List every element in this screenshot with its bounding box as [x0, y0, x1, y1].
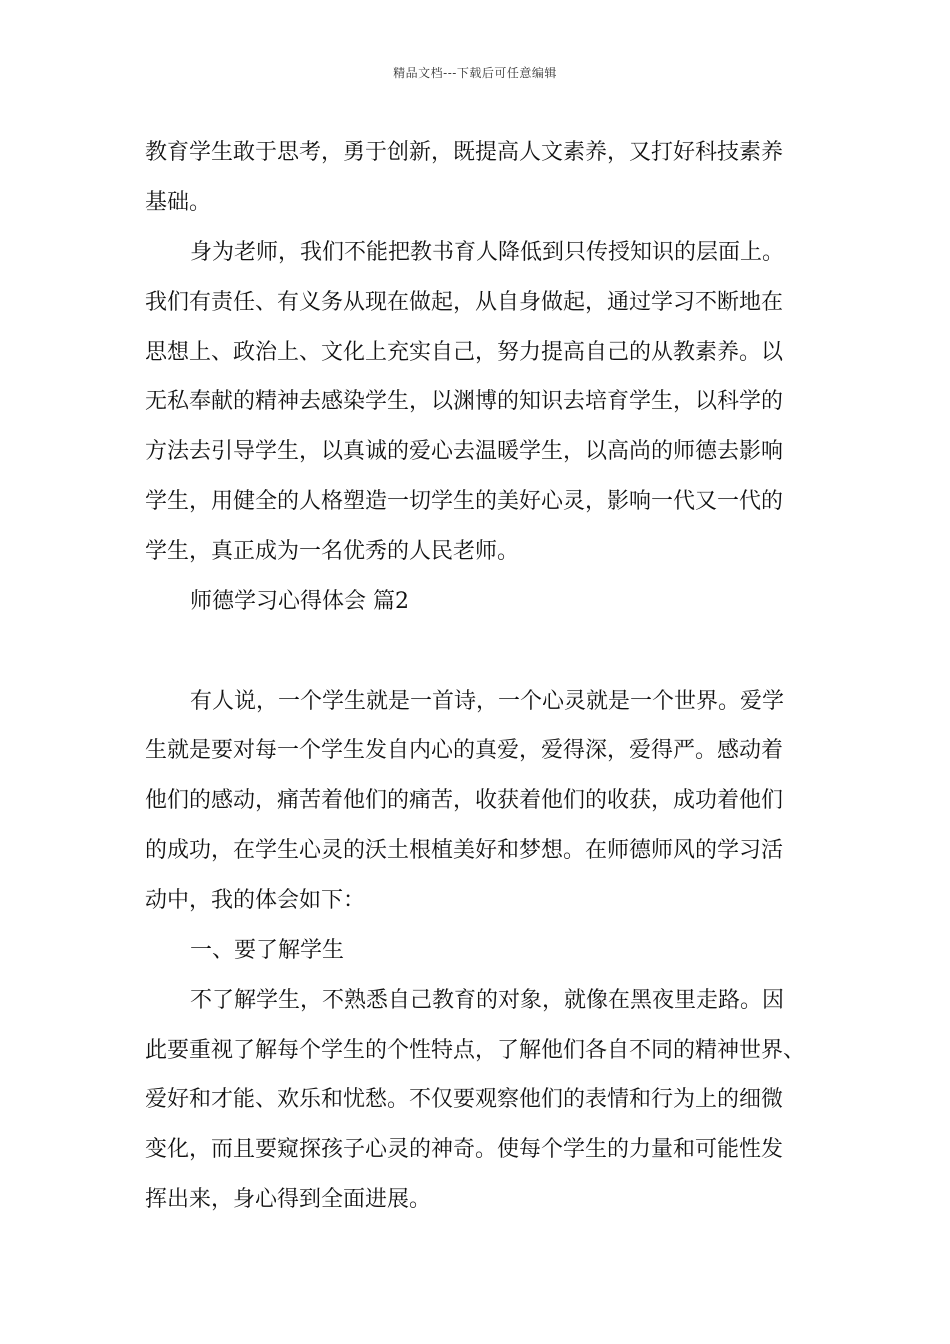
- text-line: 挥出来，身心得到全面进展。: [145, 1187, 432, 1212]
- section-heading: 师德学习心得体会 篇2: [190, 589, 409, 614]
- text-line: 动中，我的体会如下：: [145, 888, 366, 913]
- text-line: 不了解学生，不熟悉自己教育的对象，就像在黑夜里走路。因: [190, 988, 785, 1013]
- text-line: 爱好和才能、欢乐和忧愁。不仅要观察他们的表情和行为上的细微: [145, 1087, 784, 1112]
- text-line: 的成功，在学生心灵的沃土根植美好和梦想。在师德师风的学习活: [145, 838, 784, 863]
- text-line: 身为老师，我们不能把教书育人降低到只传授知识的层面上。: [190, 240, 785, 265]
- text-line: 此要重视了解每个学生的个性特点，了解他们各自不同的精神世界、: [145, 1038, 806, 1063]
- text-line: 思想上、政治上、文化上充实自己，努力提高自己的从教素养。以: [145, 340, 784, 365]
- page-header: 精品文档---下载后可任意编辑: [393, 66, 557, 80]
- text-line: 学生，用健全的人格塑造一切学生的美好心灵，影响一代又一代的: [145, 489, 784, 514]
- text-line: 有人说，一个学生就是一首诗，一个心灵就是一个世界。爱学: [190, 689, 785, 714]
- text-line: 基础。: [145, 190, 212, 215]
- text-line: 变化，而且要窥探孩子心灵的神奇。使每个学生的力量和可能性发: [145, 1137, 784, 1162]
- text-line: 生就是要对每一个学生发自内心的真爱，爱得深，爱得严。感动着: [145, 738, 784, 763]
- text-line: 我们有责任、有义务从现在做起，从自身做起，通过学习不断地在: [145, 290, 784, 315]
- text-line: 教育学生敢于思考，勇于创新，既提高人文素养，又打好科技素养: [145, 140, 784, 165]
- text-line: 无私奉献的精神去感染学生，以渊博的知识去培育学生，以科学的: [145, 389, 784, 414]
- text-line: 方法去引导学生，以真诚的爱心去温暖学生，以高尚的师德去影响: [145, 439, 784, 464]
- text-line: 他们的感动，痛苦着他们的痛苦，收获着他们的收获，成功着他们: [145, 788, 784, 813]
- subheading: 一、要了解学生: [190, 938, 345, 963]
- text-line: 学生，真正成为一名优秀的人民老师。: [145, 539, 520, 564]
